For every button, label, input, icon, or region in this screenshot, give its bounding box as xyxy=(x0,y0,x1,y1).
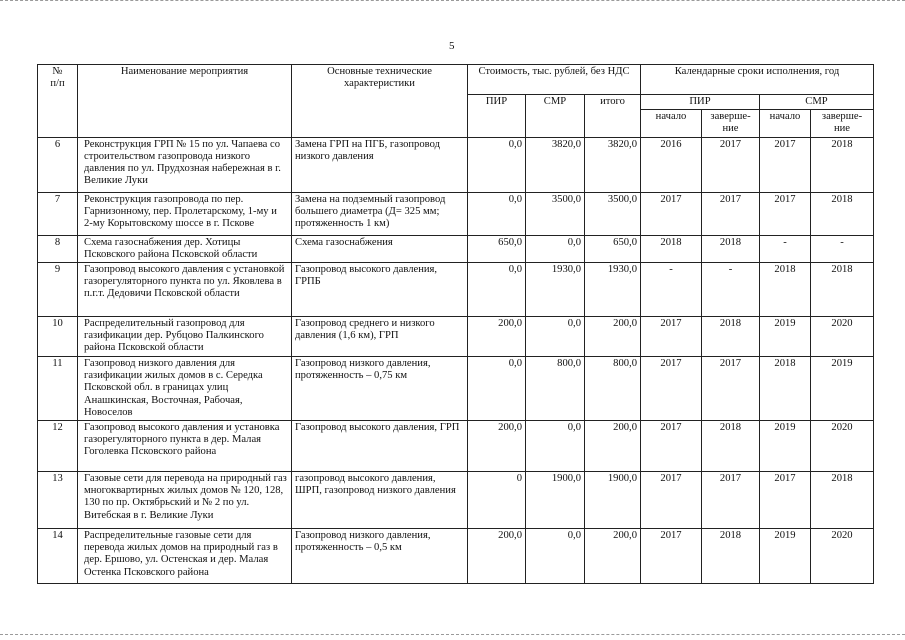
header-dates: Календарные сроки исполнения, год xyxy=(641,65,874,95)
cost-pir: 0,0 xyxy=(468,263,526,317)
pir-start-year: 2017 xyxy=(641,529,702,584)
cost-total: 1930,0 xyxy=(585,263,641,317)
header-smr-start: начало xyxy=(760,110,811,137)
tech-characteristics: Газопровод среднего и низкого давления (1,6 км), ГРП xyxy=(292,317,468,357)
measures-table xyxy=(37,64,874,584)
header-name: Наименование мероприятия xyxy=(78,65,292,138)
cost-smr: 0,0 xyxy=(526,235,585,262)
pir-end-year: 2018 xyxy=(702,235,760,262)
pir-end-year: 2018 xyxy=(702,529,760,584)
cost-total: 3820,0 xyxy=(585,137,641,192)
table-row xyxy=(38,529,874,584)
header-cost: Стоимость, тыс. рублей, без НДС xyxy=(468,65,641,95)
header-smr: СМР xyxy=(526,95,585,138)
tech-characteristics: газопровод высокого давления, ШРП, газопровод низкого давления xyxy=(292,472,468,529)
scan-edge-bottom xyxy=(0,634,905,637)
header-pir-end: заверше- ние xyxy=(702,110,760,137)
scan-edge-top xyxy=(0,0,905,5)
row-number: 14 xyxy=(38,529,78,584)
pir-start-year: 2017 xyxy=(641,357,702,421)
smr-start-year: 2019 xyxy=(760,421,811,472)
pir-end-year: 2017 xyxy=(702,192,760,235)
pir-end-year: 2017 xyxy=(702,137,760,192)
table-row xyxy=(38,263,874,317)
cost-pir: 200,0 xyxy=(468,317,526,357)
smr-start-year: 2019 xyxy=(760,529,811,584)
pir-start-year: 2017 xyxy=(641,192,702,235)
row-number: 7 xyxy=(38,192,78,235)
cost-pir: 200,0 xyxy=(468,421,526,472)
cost-smr: 0,0 xyxy=(526,529,585,584)
row-number: 10 xyxy=(38,317,78,357)
pir-end-year: 2017 xyxy=(702,357,760,421)
pir-end-year: 2017 xyxy=(702,472,760,529)
smr-start-year: 2017 xyxy=(760,137,811,192)
row-number: 9 xyxy=(38,263,78,317)
smr-end-year: 2020 xyxy=(811,421,874,472)
smr-end-year: 2018 xyxy=(811,472,874,529)
row-number: 13 xyxy=(38,472,78,529)
row-number: 6 xyxy=(38,137,78,192)
tech-characteristics: Схема газоснабжения xyxy=(292,235,468,262)
cost-total: 200,0 xyxy=(585,421,641,472)
pir-end-year: - xyxy=(702,263,760,317)
tech-characteristics: Газопровод низкого давления, протяженность – 0,75 км xyxy=(292,357,468,421)
cost-total: 200,0 xyxy=(585,317,641,357)
table-row xyxy=(38,472,874,529)
tech-characteristics: Газопровод высокого давления, ГРПБ xyxy=(292,263,468,317)
smr-end-year: 2020 xyxy=(811,529,874,584)
smr-end-year: 2018 xyxy=(811,192,874,235)
smr-start-year: 2017 xyxy=(760,472,811,529)
smr-start-year: 2017 xyxy=(760,192,811,235)
header-smr-end: заверше- ние xyxy=(811,110,874,137)
smr-start-year: 2019 xyxy=(760,317,811,357)
cost-total: 650,0 xyxy=(585,235,641,262)
header-pir-start: начало xyxy=(641,110,702,137)
cost-smr: 3820,0 xyxy=(526,137,585,192)
cost-pir: 0,0 xyxy=(468,357,526,421)
measure-name: Газопровод низкого давления для газификации жилых домов в с. Середка Псковской обл. в границах улиц Анашкинская, Восточная, Рабочая, Новоселов xyxy=(78,357,292,421)
row-number: 8 xyxy=(38,235,78,262)
cost-pir: 0 xyxy=(468,472,526,529)
measure-name: Реконструкция ГРП № 15 по ул. Чапаева со строительством газопровода низкого давления по ул. Прудхозная набережная в г. Великие Луки xyxy=(78,137,292,192)
tech-characteristics: Замена ГРП на ПГБ, газопровод низкого давления xyxy=(292,137,468,192)
pir-start-year: 2017 xyxy=(641,317,702,357)
cost-total: 200,0 xyxy=(585,529,641,584)
measure-name: Газопровод высокого давления с установкой газорегуляторного пункта по ул. Яковлева в п.г.т. Дедовичи Псковской области xyxy=(78,263,292,317)
cost-smr: 0,0 xyxy=(526,317,585,357)
tech-characteristics: Замена на подземный газопровод большего диаметра (Д= 325 мм; протяженность 1 км) xyxy=(292,192,468,235)
header-pir: ПИР xyxy=(468,95,526,138)
pir-end-year: 2018 xyxy=(702,317,760,357)
cost-smr: 1930,0 xyxy=(526,263,585,317)
smr-start-year: 2018 xyxy=(760,357,811,421)
smr-end-year: - xyxy=(811,235,874,262)
tech-characteristics: Газопровод высокого давления, ГРП xyxy=(292,421,468,472)
pir-start-year: 2016 xyxy=(641,137,702,192)
measure-name: Распределительный газопровод для газификации дер. Рубцово Палкинского района Псковской области xyxy=(78,317,292,357)
smr-end-year: 2018 xyxy=(811,263,874,317)
smr-end-year: 2020 xyxy=(811,317,874,357)
header-dates-smr: СМР xyxy=(760,95,874,110)
cost-pir: 0,0 xyxy=(468,192,526,235)
measure-name: Газовые сети для перевода на природный газ многоквартирных жилых домов № 120, 128, 130 по пр. Октябрьский и № 2 по ул. Витебская в г. Великие Луки xyxy=(78,472,292,529)
cost-pir: 0,0 xyxy=(468,137,526,192)
smr-start-year: - xyxy=(760,235,811,262)
smr-end-year: 2018 xyxy=(811,137,874,192)
pir-start-year: - xyxy=(641,263,702,317)
smr-end-year: 2019 xyxy=(811,357,874,421)
cost-smr: 800,0 xyxy=(526,357,585,421)
measure-name: Распределительные газовые сети для перевода жилых домов на природный газ в дер. Ершово, ул. Остенская и дер. Малая Остенка Псковского района xyxy=(78,529,292,584)
table-row xyxy=(38,317,874,357)
header-dates-pir: ПИР xyxy=(641,95,760,110)
pir-start-year: 2018 xyxy=(641,235,702,262)
header-total: итого xyxy=(585,95,641,138)
pir-start-year: 2017 xyxy=(641,472,702,529)
table-row xyxy=(38,421,874,472)
pir-start-year: 2017 xyxy=(641,421,702,472)
table-row xyxy=(38,357,874,421)
measure-name: Газопровод высокого давления и установка газорегуляторного пункта в дер. Малая Гоголевка Псковского района xyxy=(78,421,292,472)
row-number: 11 xyxy=(38,357,78,421)
cost-pir: 650,0 xyxy=(468,235,526,262)
smr-start-year: 2018 xyxy=(760,263,811,317)
tech-characteristics: Газопровод низкого давления, протяженность – 0,5 км xyxy=(292,529,468,584)
pir-end-year: 2018 xyxy=(702,421,760,472)
header-num: № п/п xyxy=(38,65,78,138)
measure-name: Схема газоснабжения дер. Хотицы Псковского района Псковской области xyxy=(78,235,292,262)
cost-total: 800,0 xyxy=(585,357,641,421)
measure-name: Реконструкция газопровода по пер. Гарнизонному, пер. Пролетарскому, 1-му и 2-му Корытовскому шоссе в г. Пскове xyxy=(78,192,292,235)
cost-smr: 3500,0 xyxy=(526,192,585,235)
page-number: 5 xyxy=(449,40,455,52)
cost-total: 1900,0 xyxy=(585,472,641,529)
table-row xyxy=(38,235,874,262)
cost-pir: 200,0 xyxy=(468,529,526,584)
row-number: 12 xyxy=(38,421,78,472)
cost-smr: 1900,0 xyxy=(526,472,585,529)
cost-smr: 0,0 xyxy=(526,421,585,472)
cost-total: 3500,0 xyxy=(585,192,641,235)
table-row xyxy=(38,192,874,235)
header-tech: Основные технические характеристики xyxy=(292,65,468,138)
table-row xyxy=(38,137,874,192)
